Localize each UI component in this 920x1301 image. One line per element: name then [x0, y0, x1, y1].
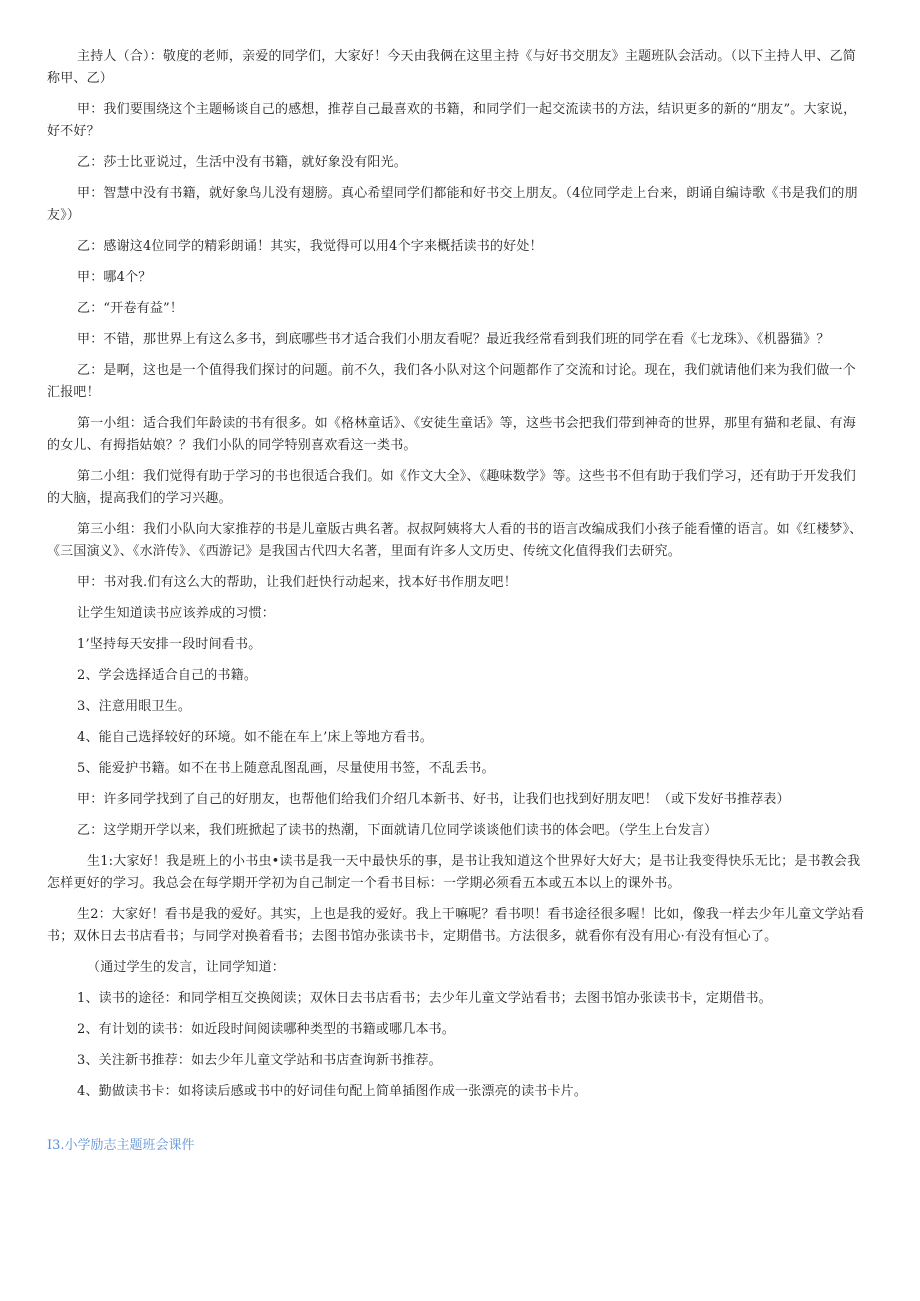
summary-item-4: 4、勤做读书卡：如将读后感或书中的好词佳句配上简单插图作成一张漂亮的读书卡片。: [77, 1084, 588, 1099]
summary-item-1: 1、读书的途径：和同学相互交换阅读；双休日去书店看书；去少年儿童文学站看书；去图书馆办张读书卡，定期借书。: [77, 991, 772, 1006]
paragraph-jia-action: 甲：书对我.们有这么大的帮助，让我们赶快行动起来，找本好书作朋友吧！: [77, 575, 517, 590]
paragraph-group-three: 第三小组：我们小队向大家推荐的书是儿童版古典名著。叔叔阿姨将大人看的书的语言改编成我们小孩子能看懂的语言。如《红楼梦》、《三国演义》、《水浒传》、《西游记》是我国古代四大名著，里面有许多人文历史、传统文化值得我们去研究。: [47, 522, 863, 559]
habit-item-4: 4、能自己选择较好的环境。如不能在车上’床上等地方看书。: [77, 730, 434, 745]
habit-item-2: 2、学会选择适合自己的书籍。: [77, 668, 258, 683]
paragraph-yi-experience: 乙：这学期开学以来，我们班掀起了读书的热潮，下面就请几位同学谈谈他们读书的体会吧。（学生上台发言）: [77, 823, 718, 838]
paragraph-summary-heading: （通过学生的发言，让同学知道：: [87, 960, 286, 975]
habit-item-3: 3、注意用眼卫生。: [77, 699, 192, 714]
paragraph-jia-recommend: 甲：许多同学找到了自己的好朋友，也帮他们给我们介绍几本新书、好书，让我们也找到好朋友吧！（或下发好书推荐表）: [77, 792, 790, 807]
paragraph-yi-shakespeare: 乙：莎士比亚说过，生活中没有书籍，就好象没有阳光。: [77, 155, 408, 170]
paragraph-habits-heading: 让学生知道读书应该养成的习惯：: [77, 606, 276, 621]
footer-link[interactable]: I3.小学励志主题班会课件: [47, 1138, 195, 1153]
paragraph-jia-which-books: 甲：不错，那世界上有这么多书，到底哪些书才适合我们小朋友看呢？最近我经常看到我们班的同学在看《七龙珠》、《机器猫》？: [77, 332, 830, 347]
paragraph-host-intro: 主持人（合）：敬度的老师，亲爱的同学们，大家好！今天由我俩在这里主持《与好书交朋友》主题班队会活动。（以下主持人甲、乙简称甲、乙）: [47, 49, 857, 86]
paragraph-jia-which-four: 甲：哪4个？: [77, 270, 152, 285]
habit-item-1: 1’坚持每天安排一段时间看书。: [77, 637, 262, 652]
habit-item-5: 5、能爱护书籍。如不在书上随意乱图乱画，尽量使用书签，不乱丢书。: [77, 761, 495, 776]
document-body: [47, 46, 867, 1112]
summary-item-2: 2、有计划的读书：如近段时间阅读哪种类型的书籍或哪几本书。: [77, 1022, 456, 1037]
paragraph-jia-wisdom: 甲：智慧中没有书籍，就好象鸟儿没有翅膀。真心希望同学们都能和好书交上朋友。（4位同学走上台来，朗诵自编诗歌《书是我们的朋友》）: [47, 186, 858, 223]
paragraph-yi-kaijuan: 乙：“开卷有益”！: [77, 301, 184, 316]
paragraph-yi-thanks: 乙：感谢这4位同学的精彩朗诵！其实，我觉得可以用4个字来概括读书的好处！: [77, 239, 543, 254]
paragraph-student-two: 生2：大家好！看书是我的爱好。其实，上也是我的爱好。我上干嘛呢？看书呗！看书途径很多喔！比如，像我一样去少年儿童文学站看书；双休日去书店看书；与同学对换着看书；去图书馆办张读书卡，定期借书。方法很多，就看你有没有用心·有没有恒心了。: [47, 907, 865, 944]
summary-item-3: 3、关注新书推荐：如去少年儿童文学站和书店查询新书推荐。: [77, 1053, 442, 1068]
paragraph-jia-theme: 甲：我们要围绕这个主题畅谈自己的感想，推荐自己最喜欢的书籍，和同学们一起交流读书的方法，结识更多的新的“朋友”。大家说，好不好？: [47, 102, 857, 139]
paragraph-student-one: 生1:大家好！我是班上的小书虫•读书是我一天中最快乐的事，是书让我知道这个世界好大好大；是书让我变得快乐无比；是书教会我怎样更好的学习。我总会在每学期开学初为自己制定一个看书目标：一学期必须看五本或五本以上的课外书。: [47, 854, 861, 891]
paragraph-group-one: 第一小组：适合我们年龄读的书有很多。如《格林童话》、《安徒生童话》等，这些书会把我们带到神奇的世界，那里有猫和老鼠、有海的女儿、有拇指姑娘？？我们小队的同学特别喜欢看这一类书。: [47, 416, 857, 453]
paragraph-group-two: 第二小组：我们觉得有助于学习的书也很适合我们。如《作文大全》、《趣味数学》等。这些书不但有助于我们学习，还有助于开发我们的大脑，提高我们的学习兴趣。: [47, 469, 857, 506]
paragraph-yi-discussion: 乙：是啊，这也是一个值得我们探讨的问题。前不久，我们各小队对这个问题都作了交流和讨论。现在，我们就请他们来为我们做一个汇报吧！: [47, 363, 856, 400]
